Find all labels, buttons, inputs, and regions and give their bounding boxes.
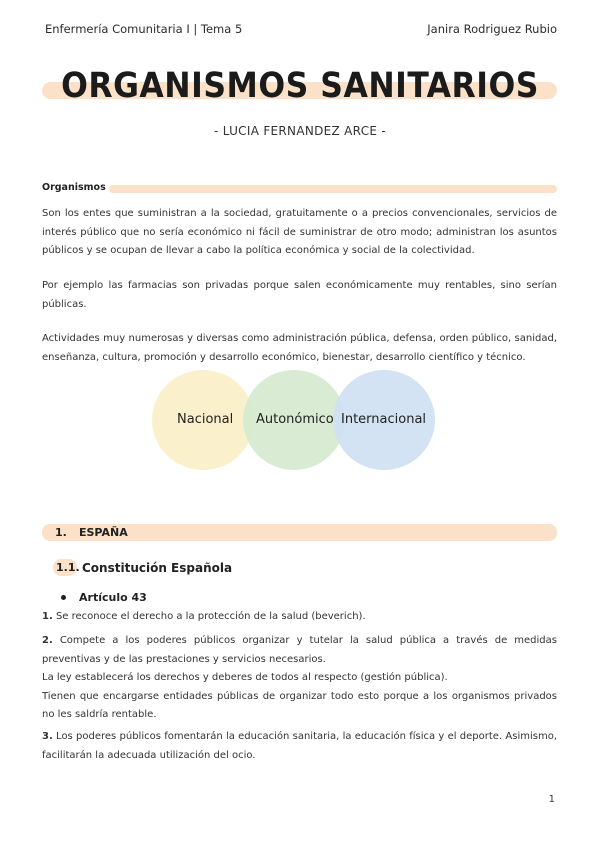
paragraph-example: Por ejemplo las farmacias son privadas porque salen económicamente muy rentables, sino serían públicas. (42, 280, 557, 310)
heading-1-number: 1. (55, 526, 67, 539)
venn-label-internacional: Internacional (341, 412, 427, 427)
article-item-1 (42, 608, 557, 627)
item-3-number: 3. (42, 731, 53, 742)
heading-2-title: Constitución Española (82, 561, 233, 575)
item-2-note: Tienen que encargarse entidades públicas de organizar todo esto porque a los organismos privados no les saldría rentable. (42, 690, 557, 720)
header-author: Janira Rodriguez Rubio (427, 22, 557, 36)
venn-label-nacional: Nacional (177, 412, 234, 427)
header-course: Enfermería Comunitaria I | Tema 5 (45, 22, 243, 36)
page-title: ORGANISMOS SANITARIOS (61, 66, 539, 106)
bullet-icon (61, 595, 66, 600)
item-2-number: 2. (42, 635, 53, 646)
paragraph-activities: Actividades muy numerosas y diversas como administración pública, defensa, orden público, sanidad, enseñanza, cultura, promoción y desarrollo económico, bienestar, desarrollo científico y técnico. (42, 333, 557, 363)
item-3-text: Los poderes públicos fomentarán la educación sanitaria, la educación física y el deporte. Asimismo, facilitarán la adecuada utilización del ocio. (42, 731, 557, 761)
page-subtitle: - LUCIA FERNANDEZ ARCE - (213, 124, 387, 138)
article-item-2 (42, 632, 557, 725)
item-1-text: Se reconoce el derecho a la protección de la salud (beverich). (55, 611, 366, 622)
venn-diagram (0, 370, 600, 472)
article-heading: Artículo 43 (79, 591, 147, 604)
section-heading-organismos: Organismos (42, 182, 106, 193)
heading-2-number: 1.1. (56, 561, 80, 574)
heading-1-title: ESPAÑA (79, 526, 128, 539)
venn-label-autonomico: Autonómico (256, 412, 334, 427)
item-2-text: Compete a los poderes públicos organizar y tutelar la salud pública a través de medidas preventivas y de las prestaciones y servicios necesarios. (42, 635, 557, 665)
item-1-number: 1. (42, 611, 53, 622)
item-2-law: La ley establecerá los derechos y deberes de todos al respecto (gestión pública). (42, 672, 448, 683)
section-highlight (109, 185, 557, 193)
paragraph-definition: Son los entes que suministran a la sociedad, gratuitamente o a precios convencionales, servicios de interés público que no sería económico ni fácil de suministrar de otro modo; administran los asuntos públicos y se ocupan de llevar a cabo la política económica y social de la colectividad. (42, 208, 557, 256)
page-number: 1 (548, 794, 555, 805)
article-item-3 (42, 728, 557, 765)
